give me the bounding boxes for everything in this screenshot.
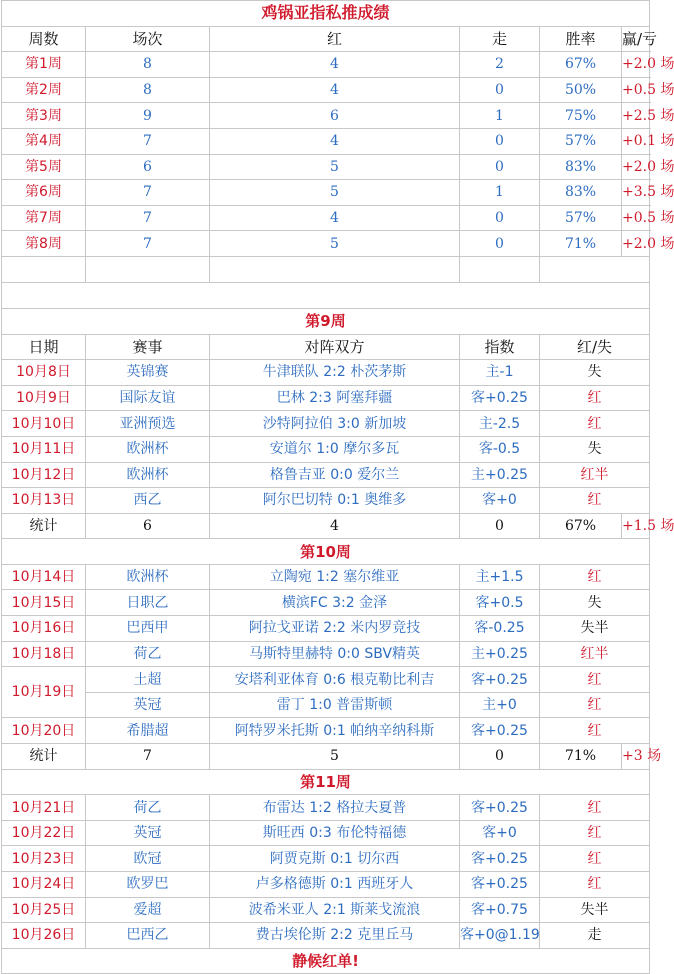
match-result: 失半 bbox=[540, 616, 650, 642]
match-odds: 客+0@1.19 bbox=[460, 923, 540, 949]
results-table bbox=[1, 0, 674, 974]
match-result: 失 bbox=[540, 360, 650, 386]
match-odds: 主-1 bbox=[460, 360, 540, 386]
match-result: 失 bbox=[540, 590, 650, 616]
match-row bbox=[2, 820, 650, 846]
footer-text: 静候红单! bbox=[2, 948, 650, 974]
match-result: 红 bbox=[540, 564, 650, 590]
match-row bbox=[2, 641, 650, 667]
match-row bbox=[2, 897, 650, 923]
match-date: 10月21日 bbox=[2, 795, 86, 821]
match-league: 英冠 bbox=[86, 692, 210, 718]
match-fixture: 卢多格德斯 0:1 西班牙人 bbox=[210, 872, 460, 898]
match-row bbox=[2, 616, 650, 642]
detail-header-cell: 红/失 bbox=[540, 334, 650, 360]
match-date: 10月10日 bbox=[2, 411, 86, 437]
match-odds: 客+0.25 bbox=[460, 872, 540, 898]
summary-cell: 4 bbox=[210, 205, 460, 231]
stats-cell: 统计 bbox=[2, 744, 86, 770]
match-result: 红 bbox=[540, 692, 650, 718]
match-fixture: 阿拉戈亚诺 2:2 米内罗竞技 bbox=[210, 616, 460, 642]
match-row bbox=[2, 488, 650, 514]
summary-cell: 第2周 bbox=[2, 77, 86, 103]
summary-cell: 71% bbox=[540, 231, 622, 257]
summary-cell: 6 bbox=[210, 103, 460, 129]
summary-cell: 50% bbox=[540, 77, 622, 103]
summary-cell: 4 bbox=[210, 52, 460, 78]
summary-cell: 第1周 bbox=[2, 52, 86, 78]
week-label-row bbox=[2, 769, 650, 795]
summary-row bbox=[2, 205, 650, 231]
stats-cell: 67% bbox=[540, 513, 622, 539]
title-row bbox=[2, 1, 650, 27]
match-odds: 客+0.5 bbox=[460, 590, 540, 616]
sheet-title: 鸡锅亚指私推成绩 bbox=[2, 1, 650, 27]
stats-row bbox=[2, 513, 650, 539]
summary-cell: 5 bbox=[210, 154, 460, 180]
summary-cell: 5 bbox=[210, 180, 460, 206]
match-league: 欧冠 bbox=[86, 846, 210, 872]
summary-cell: +2.0 场 bbox=[622, 52, 650, 78]
match-league: 欧洲杯 bbox=[86, 564, 210, 590]
summary-cell: 0 bbox=[460, 128, 540, 154]
match-date: 10月12日 bbox=[2, 462, 86, 488]
match-date: 10月26日 bbox=[2, 923, 86, 949]
empty-cell bbox=[460, 256, 540, 282]
match-fixture: 巴林 2:3 阿塞拜疆 bbox=[210, 385, 460, 411]
match-odds: 客+0.25 bbox=[460, 667, 540, 693]
empty-cell bbox=[86, 256, 210, 282]
match-row bbox=[2, 795, 650, 821]
summary-cell: +3.5 场 bbox=[622, 180, 650, 206]
match-result: 红 bbox=[540, 385, 650, 411]
summary-cell: 83% bbox=[540, 180, 622, 206]
week-label-row bbox=[2, 539, 650, 565]
match-fixture: 阿尔巴切特 0:1 奥维多 bbox=[210, 488, 460, 514]
match-league: 爱超 bbox=[86, 897, 210, 923]
match-result: 走 bbox=[540, 923, 650, 949]
spacer-row bbox=[2, 282, 650, 308]
match-league: 欧洲杯 bbox=[86, 462, 210, 488]
match-result: 红 bbox=[540, 872, 650, 898]
match-league: 西乙 bbox=[86, 488, 210, 514]
summary-header-cell: 胜率 bbox=[540, 26, 622, 52]
match-odds: 客+0.25 bbox=[460, 385, 540, 411]
match-league: 欧洲杯 bbox=[86, 436, 210, 462]
match-fixture: 沙特阿拉伯 3:0 新加坡 bbox=[210, 411, 460, 437]
match-league: 希腊超 bbox=[86, 718, 210, 744]
match-row bbox=[2, 718, 650, 744]
summary-row bbox=[2, 231, 650, 257]
match-date: 10月13日 bbox=[2, 488, 86, 514]
match-odds: 客+0.25 bbox=[460, 718, 540, 744]
summary-cell: 1 bbox=[460, 103, 540, 129]
summary-cell: +0.1 场 bbox=[622, 128, 650, 154]
stats-cell: 统计 bbox=[2, 513, 86, 539]
match-date: 10月8日 bbox=[2, 360, 86, 386]
match-league: 国际友谊 bbox=[86, 385, 210, 411]
match-row bbox=[2, 667, 650, 693]
summary-row bbox=[2, 128, 650, 154]
summary-cell: 9 bbox=[86, 103, 210, 129]
match-fixture: 阿特罗米托斯 0:1 帕纳辛纳科斯 bbox=[210, 718, 460, 744]
stats-cell: 0 bbox=[460, 744, 540, 770]
summary-cell: +2.0 场 bbox=[622, 154, 650, 180]
match-date: 10月18日 bbox=[2, 641, 86, 667]
match-result: 红半 bbox=[540, 462, 650, 488]
match-result: 红 bbox=[540, 795, 650, 821]
summary-cell: 0 bbox=[460, 231, 540, 257]
match-league: 荷乙 bbox=[86, 795, 210, 821]
summary-cell: 57% bbox=[540, 128, 622, 154]
summary-header-cell: 赢/亏 bbox=[622, 26, 650, 52]
match-odds: 主+0 bbox=[460, 692, 540, 718]
match-row bbox=[2, 360, 650, 386]
summary-cell: 0 bbox=[460, 154, 540, 180]
summary-header-cell: 红 bbox=[210, 26, 460, 52]
summary-header-cell: 走 bbox=[460, 26, 540, 52]
match-odds: 主-2.5 bbox=[460, 411, 540, 437]
match-date: 10月20日 bbox=[2, 718, 86, 744]
match-fixture: 牛津联队 2:2 朴茨茅斯 bbox=[210, 360, 460, 386]
match-odds: 客-0.25 bbox=[460, 616, 540, 642]
stats-cell: +3 场 bbox=[622, 744, 650, 770]
match-league: 日职乙 bbox=[86, 590, 210, 616]
summary-cell: +2.0 场 bbox=[622, 231, 650, 257]
summary-header-cell: 周数 bbox=[2, 26, 86, 52]
summary-cell: 第7周 bbox=[2, 205, 86, 231]
summary-cell: 7 bbox=[86, 205, 210, 231]
match-date: 10月11日 bbox=[2, 436, 86, 462]
match-row bbox=[2, 923, 650, 949]
match-row bbox=[2, 436, 650, 462]
stats-cell: +1.5 场 bbox=[622, 513, 650, 539]
stats-row bbox=[2, 744, 650, 770]
summary-cell: 第4周 bbox=[2, 128, 86, 154]
footer-row bbox=[2, 948, 650, 974]
match-league: 巴西乙 bbox=[86, 923, 210, 949]
match-league: 亚洲预选 bbox=[86, 411, 210, 437]
summary-cell: 8 bbox=[86, 52, 210, 78]
summary-row bbox=[2, 103, 650, 129]
match-fixture: 波希米亚人 2:1 斯莱戈流浪 bbox=[210, 897, 460, 923]
match-odds: 客-0.5 bbox=[460, 436, 540, 462]
match-date: 10月23日 bbox=[2, 846, 86, 872]
match-date: 10月14日 bbox=[2, 564, 86, 590]
summary-header-cell: 场次 bbox=[86, 26, 210, 52]
summary-cell: +2.5 场 bbox=[622, 103, 650, 129]
match-date: 10月9日 bbox=[2, 385, 86, 411]
match-fixture: 安道尔 1:0 摩尔多瓦 bbox=[210, 436, 460, 462]
summary-cell: 57% bbox=[540, 205, 622, 231]
stats-cell: 0 bbox=[460, 513, 540, 539]
summary-cell: 7 bbox=[86, 128, 210, 154]
match-row bbox=[2, 846, 650, 872]
week-label-row bbox=[2, 308, 650, 334]
summary-cell: 0 bbox=[460, 205, 540, 231]
summary-cell: 8 bbox=[86, 77, 210, 103]
empty-cell bbox=[2, 282, 650, 308]
summary-cell: 0 bbox=[460, 77, 540, 103]
match-fixture: 格鲁吉亚 0:0 爱尔兰 bbox=[210, 462, 460, 488]
summary-cell: +0.5 场 bbox=[622, 205, 650, 231]
summary-cell: 7 bbox=[86, 231, 210, 257]
summary-cell: 2 bbox=[460, 52, 540, 78]
stats-cell: 71% bbox=[540, 744, 622, 770]
week-label: 第10周 bbox=[2, 539, 650, 565]
summary-cell: 第3周 bbox=[2, 103, 86, 129]
summary-cell: 83% bbox=[540, 154, 622, 180]
match-row bbox=[2, 385, 650, 411]
match-result: 红 bbox=[540, 846, 650, 872]
match-odds: 客+0.75 bbox=[460, 897, 540, 923]
match-fixture: 雷丁 1:0 普雷斯顿 bbox=[210, 692, 460, 718]
summary-cell: 67% bbox=[540, 52, 622, 78]
summary-row bbox=[2, 154, 650, 180]
match-date: 10月24日 bbox=[2, 872, 86, 898]
summary-row bbox=[2, 52, 650, 78]
match-fixture: 布雷达 1:2 格拉夫夏普 bbox=[210, 795, 460, 821]
summary-cell: 第6周 bbox=[2, 180, 86, 206]
match-league: 荷乙 bbox=[86, 641, 210, 667]
detail-header-cell: 赛事 bbox=[86, 334, 210, 360]
empty-cell bbox=[210, 256, 460, 282]
match-odds: 主+0.25 bbox=[460, 462, 540, 488]
match-result: 红 bbox=[540, 667, 650, 693]
stats-cell: 6 bbox=[86, 513, 210, 539]
summary-cell: 5 bbox=[210, 231, 460, 257]
summary-row bbox=[2, 77, 650, 103]
stats-cell: 5 bbox=[210, 744, 460, 770]
match-result: 红 bbox=[540, 488, 650, 514]
summary-cell: +0.5 场 bbox=[622, 77, 650, 103]
summary-row bbox=[2, 180, 650, 206]
match-result: 失半 bbox=[540, 897, 650, 923]
summary-cell: 4 bbox=[210, 128, 460, 154]
match-result: 红 bbox=[540, 411, 650, 437]
summary-cell: 第8周 bbox=[2, 231, 86, 257]
match-odds: 客+0 bbox=[460, 488, 540, 514]
summary-cell: 7 bbox=[86, 180, 210, 206]
match-row bbox=[2, 564, 650, 590]
stats-cell: 7 bbox=[86, 744, 210, 770]
match-league: 欧罗巴 bbox=[86, 872, 210, 898]
match-row bbox=[2, 590, 650, 616]
empty-cell bbox=[540, 256, 650, 282]
match-row bbox=[2, 411, 650, 437]
match-fixture: 立陶宛 1:2 塞尔维亚 bbox=[210, 564, 460, 590]
match-result: 失 bbox=[540, 436, 650, 462]
summary-header bbox=[2, 26, 650, 52]
match-result: 红 bbox=[540, 718, 650, 744]
match-fixture: 斯旺西 0:3 布伦特福德 bbox=[210, 820, 460, 846]
summary-cell: 4 bbox=[210, 77, 460, 103]
match-result: 红半 bbox=[540, 641, 650, 667]
match-row bbox=[2, 692, 650, 718]
match-row bbox=[2, 462, 650, 488]
match-date: 10月22日 bbox=[2, 820, 86, 846]
match-result: 红 bbox=[540, 820, 650, 846]
empty-cell bbox=[2, 256, 86, 282]
detail-header bbox=[2, 334, 650, 360]
summary-cell: 6 bbox=[86, 154, 210, 180]
detail-header-cell: 指数 bbox=[460, 334, 540, 360]
week-label: 第9周 bbox=[2, 308, 650, 334]
match-odds: 客+0 bbox=[460, 820, 540, 846]
match-row bbox=[2, 872, 650, 898]
match-fixture: 安塔利亚体育 0:6 根克勒比利吉 bbox=[210, 667, 460, 693]
detail-header-cell: 对阵双方 bbox=[210, 334, 460, 360]
match-odds: 主+0.25 bbox=[460, 641, 540, 667]
match-odds: 客+0.25 bbox=[460, 795, 540, 821]
match-odds: 客+0.25 bbox=[460, 846, 540, 872]
match-fixture: 横滨FC 3:2 金泽 bbox=[210, 590, 460, 616]
results-sheet bbox=[1, 0, 674, 974]
summary-cell: 1 bbox=[460, 180, 540, 206]
match-league: 英锦赛 bbox=[86, 360, 210, 386]
match-fixture: 费古埃伦斯 2:2 克里丘马 bbox=[210, 923, 460, 949]
match-odds: 主+1.5 bbox=[460, 564, 540, 590]
match-fixture: 阿贾克斯 0:1 切尔西 bbox=[210, 846, 460, 872]
match-league: 土超 bbox=[86, 667, 210, 693]
stats-cell: 4 bbox=[210, 513, 460, 539]
match-date: 10月19日 bbox=[2, 667, 86, 718]
match-date: 10月25日 bbox=[2, 897, 86, 923]
spacer-row bbox=[2, 256, 650, 282]
match-date: 10月15日 bbox=[2, 590, 86, 616]
match-league: 英冠 bbox=[86, 820, 210, 846]
match-league: 巴西甲 bbox=[86, 616, 210, 642]
match-fixture: 马斯特里赫特 0:0 SBV精英 bbox=[210, 641, 460, 667]
detail-header-cell: 日期 bbox=[2, 334, 86, 360]
week-label: 第11周 bbox=[2, 769, 650, 795]
summary-cell: 第5周 bbox=[2, 154, 86, 180]
match-date: 10月16日 bbox=[2, 616, 86, 642]
summary-cell: 75% bbox=[540, 103, 622, 129]
